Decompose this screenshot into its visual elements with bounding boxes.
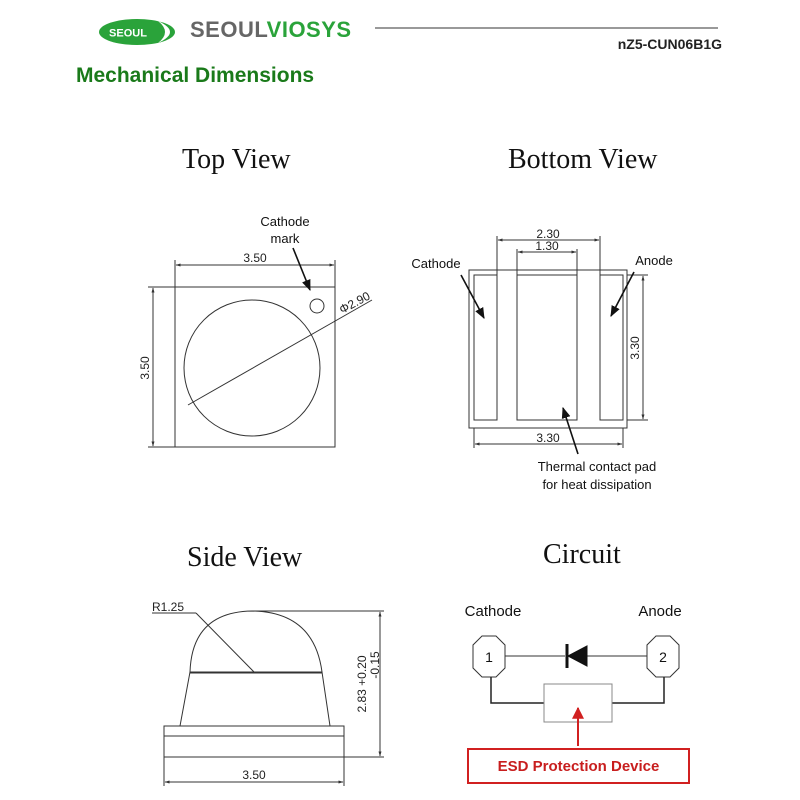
cathode-mark-circle xyxy=(310,299,324,313)
thermal-pad-arrow xyxy=(563,408,578,454)
cathode-mark-label-1: Cathode xyxy=(260,214,310,229)
part-number: nZ5-CUN06B1G xyxy=(617,36,722,52)
section-title: Mechanical Dimensions xyxy=(76,64,315,87)
top-height-dim: 3.50 xyxy=(138,356,152,380)
bottom-outer-span-dim: 2.30 xyxy=(536,227,560,241)
esd-protection-label: ESD Protection Device xyxy=(467,748,690,784)
logo-badge-text: SEOUL xyxy=(109,27,147,40)
side-height-dim: 2.83 +0.20 xyxy=(355,655,369,713)
thermal-pad xyxy=(517,275,577,420)
bottom-cathode-arrow xyxy=(461,275,484,318)
brand-prefix: SEOUL xyxy=(190,17,267,42)
circuit-title: Circuit xyxy=(543,539,621,570)
thermal-pad-label-2: for heat dissipation xyxy=(542,477,652,492)
top-view-drawing xyxy=(148,248,372,447)
bottom-width-dim: 3.30 xyxy=(536,431,560,445)
top-diameter-dim: Φ2.90 xyxy=(336,288,373,317)
side-body xyxy=(164,672,344,726)
side-dome xyxy=(190,611,322,672)
top-view-title: Top View xyxy=(182,144,291,175)
side-view-drawing xyxy=(152,611,384,786)
cathode-mark-arrow xyxy=(293,248,310,290)
bottom-package-outline xyxy=(469,270,627,428)
circuit-drawing xyxy=(473,636,679,746)
circuit-cathode-label: Cathode xyxy=(464,603,522,620)
bottom-height-dim: 3.30 xyxy=(628,336,642,360)
cathode-pad xyxy=(474,275,497,420)
side-radius-dim: R1.25 xyxy=(152,600,185,614)
circuit-anode-label: Anode xyxy=(638,603,682,620)
bottom-center-width-dim: 1.30 xyxy=(535,239,559,253)
diode-triangle-icon xyxy=(568,646,587,666)
cathode-mark-label-2: mark xyxy=(270,231,300,246)
bottom-view-title: Bottom View xyxy=(508,144,658,175)
side-base xyxy=(164,726,344,757)
brand-suffix: VIOSYS xyxy=(266,17,352,42)
thermal-pad-label-1: Thermal contact pad xyxy=(537,459,657,474)
bottom-anode-label: Anode xyxy=(635,253,673,268)
pin2-label: 2 xyxy=(659,649,667,665)
side-height-tol: -0.15 xyxy=(368,651,382,679)
bottom-cathode-label: Cathode xyxy=(411,256,461,271)
bottom-view-drawing xyxy=(461,236,648,454)
side-width-dim: 3.50 xyxy=(242,768,266,782)
side-view-title: Side View xyxy=(187,542,303,573)
top-width-dim: 3.50 xyxy=(243,251,267,265)
anode-pad xyxy=(600,275,623,420)
pin1-label: 1 xyxy=(485,649,493,665)
